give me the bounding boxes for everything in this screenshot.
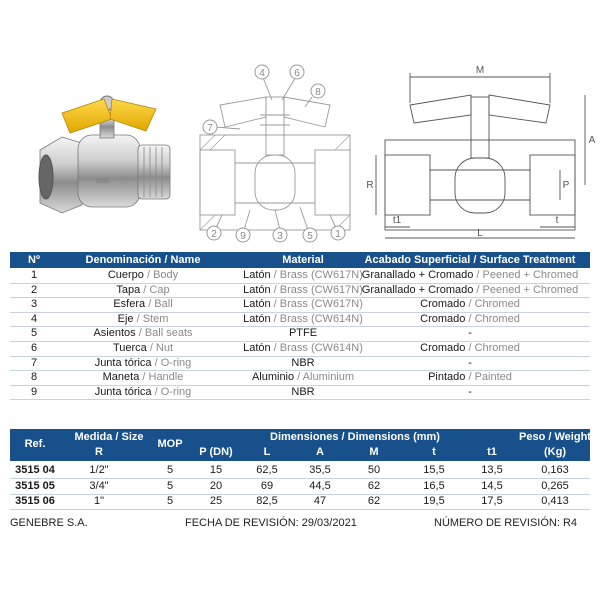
svg-text:GNB: GNB — [96, 179, 110, 185]
cell-finish — [350, 298, 590, 310]
cell-name-en: / Ball seats — [135, 327, 193, 340]
callout-label: 4 — [259, 68, 265, 79]
callout-label: 9 — [240, 231, 246, 242]
cell-t1: 17,5 — [481, 495, 503, 507]
callout-label: 7 — [207, 123, 213, 134]
cell-name — [58, 371, 228, 383]
cell-m: 62 — [367, 495, 381, 507]
cell-material-es: PTFE — [288, 327, 318, 340]
cell-finish-es: Cromado — [420, 312, 466, 325]
header-a: A — [316, 446, 324, 458]
cell-material-en: / Brass (CW617N) — [270, 269, 363, 281]
dim-label-p: P — [562, 180, 570, 191]
header-ref: Ref. — [24, 438, 46, 450]
table-row — [10, 464, 590, 478]
callout-label: 2 — [211, 229, 217, 240]
cell-name-es: Maneta — [102, 371, 140, 384]
dim-label-m: M — [475, 65, 485, 76]
table-row — [10, 298, 590, 312]
cell-material-en: / Brass (CW614N) — [270, 312, 363, 325]
cell-finish-en: / Chromed — [465, 312, 520, 325]
cell-ref: 3515 05 — [15, 479, 55, 492]
dim-label-r: R — [366, 180, 374, 191]
revision-number-value: R4 — [562, 517, 578, 529]
callout-label: 3 — [277, 231, 283, 242]
cell-name-es: Esfera — [113, 298, 146, 311]
cell-finish — [350, 371, 590, 383]
cell-mop: 5 — [166, 464, 174, 476]
cell-p: 25 — [209, 495, 223, 507]
header-size-r: R — [95, 446, 103, 458]
cell-name-es: Tuerca — [112, 342, 147, 354]
header-p: P (DN) — [199, 446, 233, 458]
revision-number-label: NÚMERO DE REVISIÓN: — [434, 517, 560, 529]
cell-t: 16,5 — [423, 479, 445, 492]
cell-m: 50 — [367, 464, 381, 476]
cell-finish-es: - — [468, 327, 472, 340]
cell-num: 2 — [30, 283, 38, 296]
cell-name-es: Junta tórica — [94, 385, 152, 398]
cell-num: 9 — [30, 385, 38, 398]
header-name: Denominación / Name — [85, 254, 201, 266]
cell-material-en: / Aluminium — [294, 371, 355, 384]
cell-m: 62 — [367, 479, 381, 492]
cell-ref: 3515 04 — [15, 464, 55, 476]
cell-finish — [350, 342, 590, 354]
cell-finish — [350, 386, 590, 398]
cell-name — [58, 357, 228, 369]
dim-label-t1: t1 — [392, 215, 402, 226]
header-dimensions: Dimensiones / Dimensions (mm) — [270, 431, 440, 443]
cell-t: 15,5 — [423, 464, 445, 476]
cell-w: 0,163 — [541, 464, 569, 476]
cell-material-es: Latón — [243, 283, 271, 296]
dimension-drawing — [376, 73, 585, 238]
cell-num: 3 — [30, 298, 38, 311]
cell-material-es: Latón — [243, 269, 271, 281]
header-material: Material — [282, 254, 324, 266]
cell-finish-es: Granallado + Cromado — [361, 283, 474, 296]
table-row — [10, 371, 590, 385]
section-drawing — [200, 75, 350, 230]
cell-num: 4 — [30, 312, 38, 325]
cell-mop: 5 — [166, 495, 174, 507]
callout-label: 5 — [307, 231, 313, 242]
cell-name — [58, 284, 228, 296]
callout-label: 8 — [315, 87, 321, 98]
cell-finish — [350, 284, 590, 296]
table-row — [10, 327, 590, 341]
cell-material-es: NBR — [291, 385, 315, 398]
cell-w: 0,413 — [541, 495, 569, 507]
header-weight: Peso / Weight — [519, 431, 591, 443]
dim-label-a: A — [588, 135, 596, 146]
cell-num: 7 — [30, 356, 38, 369]
cell-finish-es: Granallado + Cromado — [361, 269, 474, 281]
cell-name — [58, 386, 228, 398]
cell-l: 82,5 — [256, 495, 278, 507]
revision-date-value: 29/03/2021 — [301, 517, 357, 529]
table-row — [10, 342, 590, 356]
cell-material-es: Latón — [243, 312, 271, 325]
header-finish: Acabado Superficial / Surface Treatment — [364, 254, 576, 266]
cell-name — [58, 327, 228, 339]
row-divider — [10, 509, 590, 510]
dim-label-l: L — [477, 228, 483, 239]
table-row — [10, 480, 590, 494]
cell-name-en: / O-ring — [151, 385, 192, 398]
callout-label: 1 — [335, 229, 341, 240]
cell-finish — [350, 327, 590, 339]
cell-size: 1/2" — [89, 464, 109, 476]
cell-name-en: / Handle — [139, 371, 184, 384]
cell-name-en: / Body — [143, 269, 179, 281]
cell-name-en: / Stem — [133, 312, 169, 325]
cell-finish-en: / Painted — [465, 371, 512, 384]
cell-name-es: Asientos — [93, 327, 136, 340]
cell-name-es: Junta tórica — [94, 356, 152, 369]
cell-w: 0,265 — [541, 479, 569, 492]
cell-finish — [350, 313, 590, 325]
cell-name — [58, 342, 228, 354]
cell-t1: 14,5 — [481, 479, 503, 492]
dim-label-t: t — [555, 215, 559, 226]
cell-size: 1" — [93, 495, 105, 507]
cell-a: 44,5 — [309, 479, 331, 492]
cell-finish-en: / Chromed — [465, 298, 520, 311]
header-t: t — [432, 446, 436, 458]
product-figures — [0, 55, 600, 245]
cell-material-es: NBR — [291, 356, 315, 369]
row-divider — [10, 399, 590, 400]
table-row — [10, 495, 590, 509]
cell-mop: 5 — [166, 479, 174, 492]
cell-t1: 13,5 — [481, 464, 503, 476]
cell-finish-es: - — [468, 356, 472, 369]
cell-finish-en: / Peened + Chromed — [473, 283, 579, 296]
table-row — [10, 269, 590, 283]
cell-num: 5 — [30, 327, 38, 340]
cell-finish — [350, 269, 590, 281]
cell-finish-es: - — [468, 385, 472, 398]
cell-name — [58, 313, 228, 325]
cell-name-es: Tapa — [116, 283, 141, 296]
header-size: Medida / Size — [74, 431, 144, 443]
cell-material-en: / Brass (CW614N) — [270, 342, 363, 354]
cell-t: 19,5 — [423, 495, 445, 507]
cell-name — [58, 298, 228, 310]
cell-name-en: / Ball — [145, 298, 173, 311]
header-m: M — [369, 446, 379, 458]
cell-name-en: / O-ring — [151, 356, 192, 369]
header-l: L — [263, 446, 271, 458]
cell-l: 62,5 — [256, 464, 278, 476]
cell-finish-en: / Peened + Chromed — [473, 269, 579, 281]
header-num: Nº — [28, 254, 40, 266]
callout-label: 6 — [294, 68, 300, 79]
cell-material-es: Latón — [243, 298, 271, 311]
dimensions-table-header — [10, 429, 590, 461]
cell-finish-es: Cromado — [420, 298, 466, 311]
cell-num: 6 — [30, 342, 38, 354]
cell-name-es: Eje — [117, 312, 134, 325]
cell-p: 20 — [209, 479, 223, 492]
header-weight-unit: (Kg) — [544, 446, 566, 458]
cell-ref: 3515 06 — [15, 495, 55, 507]
cell-num: 8 — [30, 371, 38, 384]
cell-l: 69 — [260, 479, 274, 492]
revision-date — [185, 517, 357, 529]
cell-material-es: Latón — [243, 342, 271, 354]
cell-finish — [350, 357, 590, 369]
cell-name-en: / Cap — [140, 283, 170, 296]
table-row — [10, 313, 590, 327]
table-row — [10, 357, 590, 371]
cell-name-en: / Nut — [146, 342, 174, 354]
cell-material-en: / Brass (CW617N) — [270, 283, 363, 296]
table-row — [10, 386, 590, 400]
cell-material-es: Aluminio — [251, 371, 295, 384]
cell-name-es: Cuerpo — [107, 269, 144, 281]
cell-finish-en: / Chromed — [465, 342, 520, 354]
cell-num: 1 — [30, 269, 38, 281]
revision-number — [434, 517, 577, 529]
company-name: GENEBRE S.A. — [10, 517, 88, 529]
revision-date-label: FECHA DE REVISIÓN: — [185, 517, 299, 529]
header-mop: MOP — [157, 438, 183, 450]
cell-name — [58, 269, 228, 281]
cell-a: 47 — [313, 495, 327, 507]
cell-material-en: / Brass (CW617N) — [270, 298, 363, 311]
valve-photo — [39, 96, 170, 213]
cell-finish-es: Cromado — [420, 342, 466, 354]
cell-a: 35,5 — [309, 464, 331, 476]
table-row — [10, 284, 590, 298]
header-t1: t1 — [487, 446, 497, 458]
cell-p: 15 — [209, 464, 223, 476]
cell-finish-es: Pintado — [428, 371, 466, 384]
materials-table-header — [10, 252, 590, 268]
cell-size: 3/4" — [89, 479, 109, 492]
